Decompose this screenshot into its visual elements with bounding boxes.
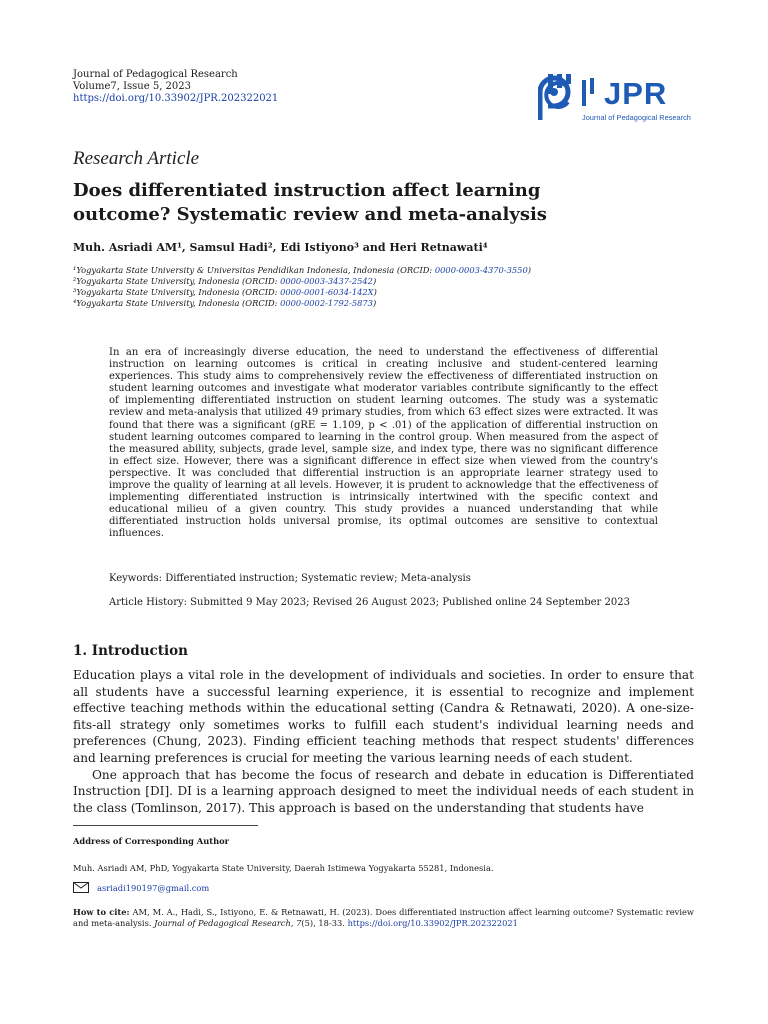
affiliation-item: ⁴Yogyakarta State University, Indonesia (ORCID: 0000-0002-1792-5873) [73,298,377,308]
envelope-icon [73,882,89,893]
affiliation-item: ¹Yogyakarta State University & Universitas Pendidikan Indonesia, Indonesia (ORCID: 0000-0003-4370-3550) [73,265,531,275]
affiliation-item: ²Yogyakarta State University, Indonesia (ORCID: 0000-0003-3437-2542) [73,276,377,286]
jpr-logo-subtitle: Journal of Pedagogical Research [582,113,691,122]
cite-pages: (5), 18-33. [301,918,348,928]
cite-doi-link[interactable]: https://doi.org/10.33902/JPR.202322021 [347,918,518,928]
how-to-cite [73,907,694,929]
orcid-link[interactable]: 0000-0001-6034-142X [280,287,374,297]
journal-name: Journal of Pedagogical Research [73,69,238,80]
paper-title: Does differentiated instruction affect learning outcome? Systematic review and meta-analysis [73,180,547,225]
cite-label: How to cite: [73,907,130,917]
doi-link[interactable]: https://doi.org/10.33902/JPR.202322021 [73,93,279,104]
jpr-logo [538,72,703,130]
corresponding-address: Muh. Asriadi AM, PhD, Yogyakarta State University, Daerah Istimewa Yogyakarta 55281, Indonesia. [73,863,494,873]
abstract: In an era of increasingly diverse education, the need to understand the effectiveness of differential instruction on learning outcomes is critical in creating inclusive and student-centered learning experiences. This study aims to comprehensively review the effectiveness of differentiated instruction on student learning outcomes and investigate what moderator variables contribute significantly to the effect of implementing differentiated instruction on student learning outcomes. The study was a systematic review and meta-analysis that utilized 49 primary studies, from which 63 effect sizes were extracted. It was found that there was a significant (gRE = 1.109, p < .01) of the application of differential instruction on student learning outcomes compared to learning in the control group. When measured from the aspect of the measured ability, subjects, grade level, sample size, and index type, there was no significant difference in effect size. However, there was a significant difference in effect size when viewed from the country's perspective. It was concluded that differential instruction is an appropriate learner strategy used to improve the quality of learning at all levels. However, it is prudent to acknowledge that the effectiveness of implementing differentiated instruction is intrinsically intertwined with the specific context and educational milieu of a given country. This study provides a nuanced understanding that while differentiated instruction holds universal promise, its optimal outcomes are sensitive to contextual influences. [109,347,658,540]
email-link[interactable]: asriadi190197@gmail.com [97,882,210,893]
article-type: Research Article [73,148,200,169]
paragraph: One approach that has become the focus of research and debate in education is Differentiated Instruction [DI]. DI is a learning approach designed to meet the individual needs of each student in the class (Tomlinson, 2017). This approach is based on the understanding that students have [73,767,694,815]
orcid-link[interactable]: 0000-0002-1792-5873 [280,298,373,308]
email-row [73,882,209,893]
journal-meta [73,69,278,105]
affiliation-list [73,265,531,309]
cite-text: AM, M. A., Hadi, S., Istiyono, E. & Retnawati, H. (2023). Does differentiated instruction affect learning outcome? Systematic review and meta-analysis. [73,907,694,928]
section-heading: 1. Introduction [73,643,188,659]
orcid-link[interactable]: 0000-0003-3437-2542 [280,276,373,286]
affiliation-item: ³Yogyakarta State University, Indonesia (ORCID: 0000-0001-6034-142X) [73,287,377,297]
intro-body [73,667,694,816]
jpr-logo-text: JPR [604,76,668,111]
author-list: Muh. Asriadi AM¹, Samsul Hadi², Edi Istiyono³ and Heri Retnawati⁴ [73,241,488,254]
article-history: Article History: Submitted 9 May 2023; Revised 26 August 2023; Published online 24 September 2023 [109,597,630,608]
corresponding-heading: Address of Corresponding Author [73,836,230,846]
keywords: Keywords: Differentiated instruction; Systematic review; Meta-analysis [109,573,471,584]
journal-volume: Volume7, Issue 5, 2023 [73,81,192,92]
orcid-link[interactable]: 0000-0003-4370-3550 [434,265,528,275]
footnote-divider [73,825,258,826]
cite-journal: Journal of Pedagogical Research, 7 [154,918,302,928]
paragraph: Education plays a vital role in the development of individuals and societies. In order to ensure that all students have a successful learning experience, it is essential to recognize and implement effective teaching methods within the educational setting (Candra & Retnawati, 2020). A one-size-fits-all strategy only sometimes works to fulfill each student's individual learning needs and preferences (Chung, 2023). Finding efficient teaching methods that respect students' differences and learning preferences is crucial for meeting the various learning needs of each student. [73,668,694,765]
